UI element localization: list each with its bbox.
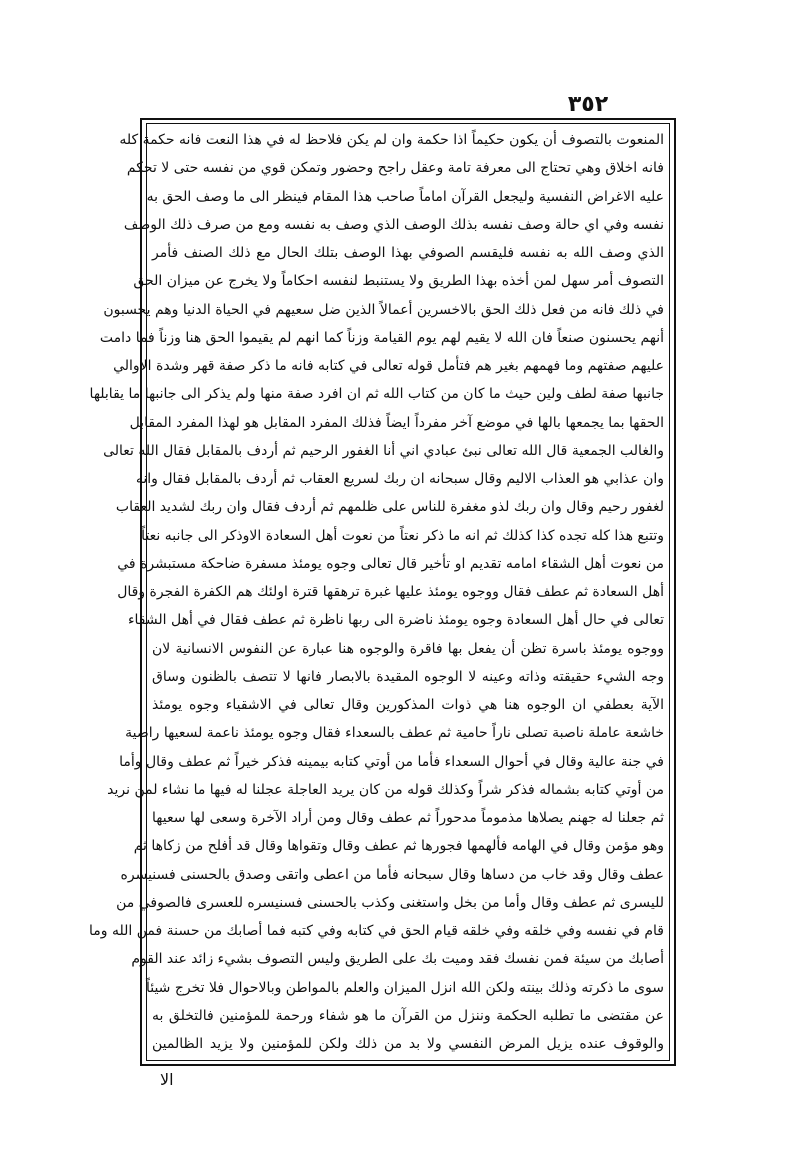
text-line: نفسه وفي اي حالة وصف نفسه بذلك الوصف الذي وصف به نفسه ومع من صرف ذلك الوصف [123,216,664,233]
text-line: الآية بعطفي ان الوجوه هنا هي ذوات المذكورين وقال تعالى في الاشقياء وجوه يومئذ [152,697,664,713]
text-line: عطف وقال وقد خاب من دساها وقال سبحانه فأما من اعطى واتقى وصدق بالحسنى فسنيسره [120,866,664,883]
text-line: أصابك من سيئة فمن نفسك فقد وميت بك على الطريق وليس التصوف بشيء زائد عند القوم [131,951,664,968]
text-line: والغالب الجمعية قال الله تعالى نبئ عبادي اني أنا الغفور الرحيم ثم أردف بالمقابل فقال الله تعالى [103,442,664,459]
text-line: وهو مؤمن وقال في الهامه فألهمها فجورها ثم عطف وقال وتقواها وقال قد أفلح من زكاها ثم [133,838,664,855]
text-line: الذي وصف الله به نفسه فليقسم الصوفي بهذا الوصف بتلك الحال مع ذلك الصنف فأمر [152,245,664,261]
text-line: وجه الشيء حقيقته وذاته وعينه لا الوجوه المقيدة بالابصار فانها لا تتصف بالظنون وساق [152,668,664,685]
text-line: المنعوت بالتصوف أن يكون حكيماً اذا حكمة وان لم يكن فلاحظ له في هذا النعت فانه حكمة كله [119,132,664,148]
text-line: التصوف أمر سهل لمن أخذه بهذا الطريق ولا يستنبط لنفسه احكاماً ولا يخرج عن ميزان الحق [133,273,664,290]
text-line: أهل السعادة ثم عطف فقال ووجوه يومئذ عليها غبرة ترهقها قترة اولئك هم الكفرة الفجرة وقال [117,584,664,600]
text-line: ثم جعلنا له جهنم يصلاها مذموماً مدحوراً ثم عطف وقال ومن أراد الآخرة وسعى لها سعيها [152,810,664,826]
text-line: خاشعة عاملة ناصبة تصلى ناراً حامية ثم عطف بالسعداء فقال وجوه يومئذ ناعمة لسعيها راضية [125,725,664,742]
text-line: من نعوت أهل الشقاء امامه تقديم او تأخير قال تعالى وجوه يومئذ مسفرة ضاحكة مستبشرة في [117,555,664,572]
text-line: في جنة عالية وقال في أحوال السعداء فأما من أوتي كتابه بيمينه فذكر خيراً ثم عطف وقال وأما [119,753,664,770]
text-line: الحقها بما يجمعها بالها في موضع آخر مفرداً ايضاً فذلك المفرد المقابل هو لهذا المفرد المقابل [129,414,664,431]
text-line: سوى ما ذكرته وذلك بينته ولكن الله انزل الميزان والعلم بالمواطن وبالاحوال فلا تخرج شيئاً [145,979,664,996]
text-line: وان عذابي هو العذاب الاليم وقال سبحانه ان ربك لسريع العقاب ثم أردف بالمقابل فقال وانه [135,471,664,487]
text-line: عليه الاغراض النفسية وليجعل القرآن اماماً صاحب هذا المقام فينظر الى ما وصف الحق به [146,188,664,205]
text-line: ووجوه يومئذ باسرة تظن أن يفعل بها فاقرة والوجوه هنا عبارة عن النفوس الانسانية لان [152,640,664,657]
text-line: فانه اخلاق وهي تحتاج الى معرفة تامة وعقل راجح وحضور وتمكن قوي من نفسه حتى لا تحكم [126,160,664,177]
text-line: والوقوف عنده يزيل المرض النفسي ولا بد من ذلك ولكن للمؤمنين ولا يزيد الظالمين [152,1036,664,1052]
text-line: تعالى في حال أهل السعادة وجوه يومئذ ناضرة الى ربها ناظرة ثم عطف فقال في أهل الشقاء [127,612,664,629]
page-number: ٣٥٢ [567,92,609,117]
text-line: أنهم يحسنون صنعاً فان الله لا يقيم لهم يوم القيامة وزناً كما انهم لم يقيموا الحق هنا وزناً فما دامت [99,329,664,346]
text-line: عليهم صفتهم وما فهمهم بغير هم فتأمل قوله تعالى في كتابه فانه ما ذكر صفة قهر وشدة الاوالي [113,358,664,374]
text-line: عن مقتضى ما تطلبه الحكمة وننزل من القرآن ما هو شفاء ورحمة للمؤمنين فالتخلق به [152,1007,664,1024]
text-line: لليسرى ثم عطف وقال وأما من بخل واستغنى وكذب بالحسنى فسنيسره للعسرى فالصوفي من [116,894,664,911]
text-line: من أوتي كتابه بشماله فذكر شراً وكذلك قوله من كان يريد العاجلة عجلنا له فيها ما نشاء لمن نريد [107,781,664,798]
catchword: الا [160,1070,174,1089]
text-line: في ذلك فانه من فعل ذلك الحق بالاخسرين أعمالاً الذين ضل سعيهم في الحياة الدنيا وهم يحسبون [103,301,664,318]
text-line: وتتبع هذا كله تجده كذا كذلك ثم انه ما ذكر نعتاً من نعوت أهل السعادة الاوذكر الى جانبه نعتاً [141,527,664,544]
text-line: قام في نفسه وفي خلقه وفي خلقه قيام الحق في كتابه وفي كتبه فما أصابك من حسنة فمن الله وما [89,923,664,939]
text-line: جانبها صفة لطف ولين حيث ما كان من كتاب الله ثم ان افرد صفة منها ولم يذكر الى جانبها ما يقابلها [89,386,664,403]
text-body [89,128,664,1056]
text-line: لغفور رحيم وقال وان ربك لذو مغفرة للناس على ظلمهم ثم أردف فقال وان ربك لشديد العقاب [115,499,664,516]
